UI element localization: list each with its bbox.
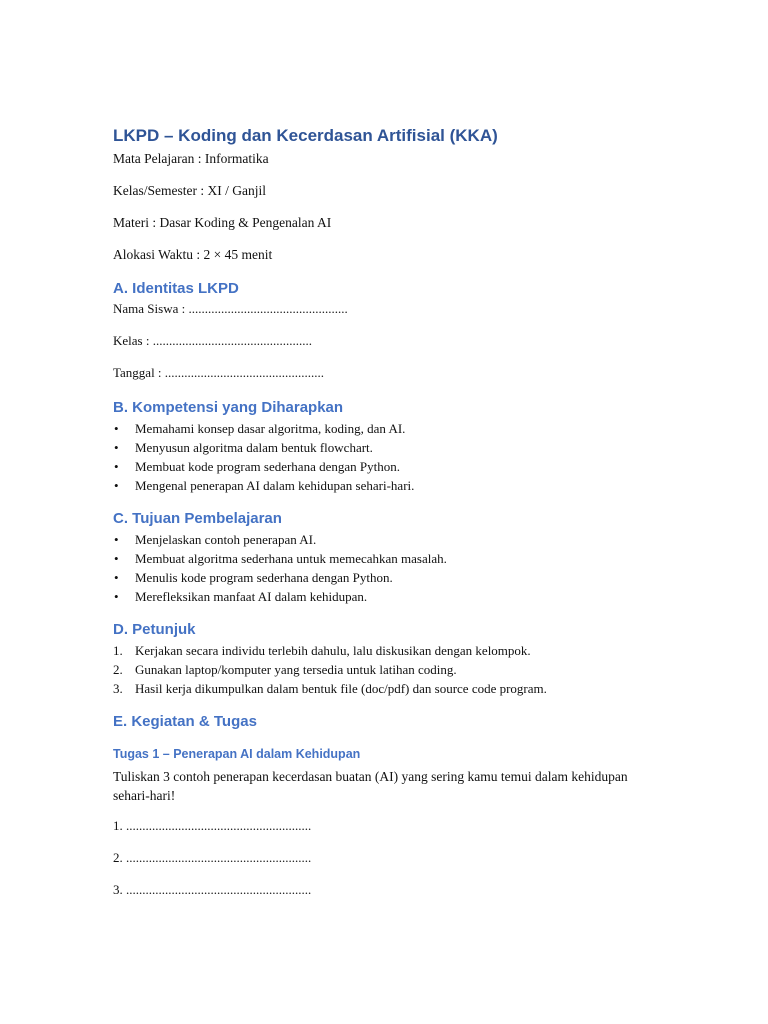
list-number: 3. [113, 681, 123, 696]
list-item [113, 549, 713, 568]
bullet-icon: • [114, 551, 119, 566]
document-title: LKPD – Koding dan Kecerdasan Artifisial (KKA) [113, 126, 498, 145]
list-item-text: Mengenal penerapan AI dalam kehidupan sehari-hari. [135, 478, 415, 493]
objective-list [113, 530, 713, 606]
list-item-text: Menulis kode program sederhana dengan Python. [135, 570, 393, 585]
list-item [113, 568, 713, 587]
bullet-icon: • [114, 459, 119, 474]
list-item [113, 679, 713, 698]
list-item-text: Menjelaskan contoh penerapan AI. [135, 532, 317, 547]
heading-section-e: E. Kegiatan & Tugas [113, 713, 257, 730]
list-item-text: Kerjakan secara individu terlebih dahulu, lalu diskusikan dengan kelompok. [135, 643, 531, 658]
list-item-text: Membuat kode program sederhana dengan Python. [135, 459, 400, 474]
meta-subject: Mata Pelajaran : Informatika [113, 151, 269, 166]
bullet-icon: • [114, 421, 119, 436]
list-item [113, 641, 713, 660]
bullet-icon: • [114, 570, 119, 585]
list-item [113, 438, 713, 457]
list-item [113, 476, 713, 495]
heading-section-c: C. Tujuan Pembelajaran [113, 510, 282, 527]
list-item-text: Membuat algoritma sederhana untuk memecahkan masalah. [135, 551, 447, 566]
answer-line-2: 2. ......................................................... [113, 850, 312, 865]
list-item [113, 660, 713, 679]
bullet-icon: • [114, 532, 119, 547]
list-item-text: Gunakan laptop/komputer yang tersedia untuk latihan coding. [135, 662, 457, 677]
field-student-name: Nama Siswa : ................................................. [113, 301, 348, 316]
bullet-icon: • [114, 589, 119, 604]
list-item-text: Hasil kerja dikumpulkan dalam bentuk file (doc/pdf) dan source code program. [135, 681, 547, 696]
heading-task-1: Tugas 1 – Penerapan AI dalam Kehidupan [113, 747, 361, 761]
list-number: 2. [113, 662, 123, 677]
list-item-text: Memahami konsep dasar algoritma, koding, dan AI. [135, 421, 406, 436]
field-class: Kelas : ................................................. [113, 333, 312, 348]
task-1-instruction: Tuliskan 3 contoh penerapan kecerdasan buatan (AI) yang sering kamu temui dalam kehidupan sehari-hari! [113, 769, 628, 803]
answer-line-3: 3. ......................................................... [113, 882, 312, 897]
heading-section-a: A. Identitas LKPD [113, 280, 239, 297]
meta-time-allocation: Alokasi Waktu : 2 × 45 menit [113, 247, 273, 262]
bullet-icon: • [114, 478, 119, 493]
competency-list [113, 419, 713, 495]
list-item [113, 530, 713, 549]
list-item [113, 587, 713, 606]
list-item [113, 457, 713, 476]
instruction-list [113, 641, 713, 698]
list-item-text: Menyusun algoritma dalam bentuk flowchart. [135, 440, 373, 455]
bullet-icon: • [114, 440, 119, 455]
heading-section-d: D. Petunjuk [113, 621, 196, 638]
heading-section-b: B. Kompetensi yang Diharapkan [113, 399, 344, 416]
list-item-text: Merefleksikan manfaat AI dalam kehidupan. [135, 589, 368, 604]
list-number: 1. [113, 643, 123, 658]
meta-material: Materi : Dasar Koding & Pengenalan AI [113, 215, 332, 230]
meta-class-semester: Kelas/Semester : XI / Ganjil [113, 183, 266, 198]
answer-line-1: 1. ......................................................... [113, 818, 312, 833]
document-content [113, 125, 713, 913]
list-item [113, 419, 713, 438]
field-date: Tanggal : ................................................. [113, 365, 325, 380]
